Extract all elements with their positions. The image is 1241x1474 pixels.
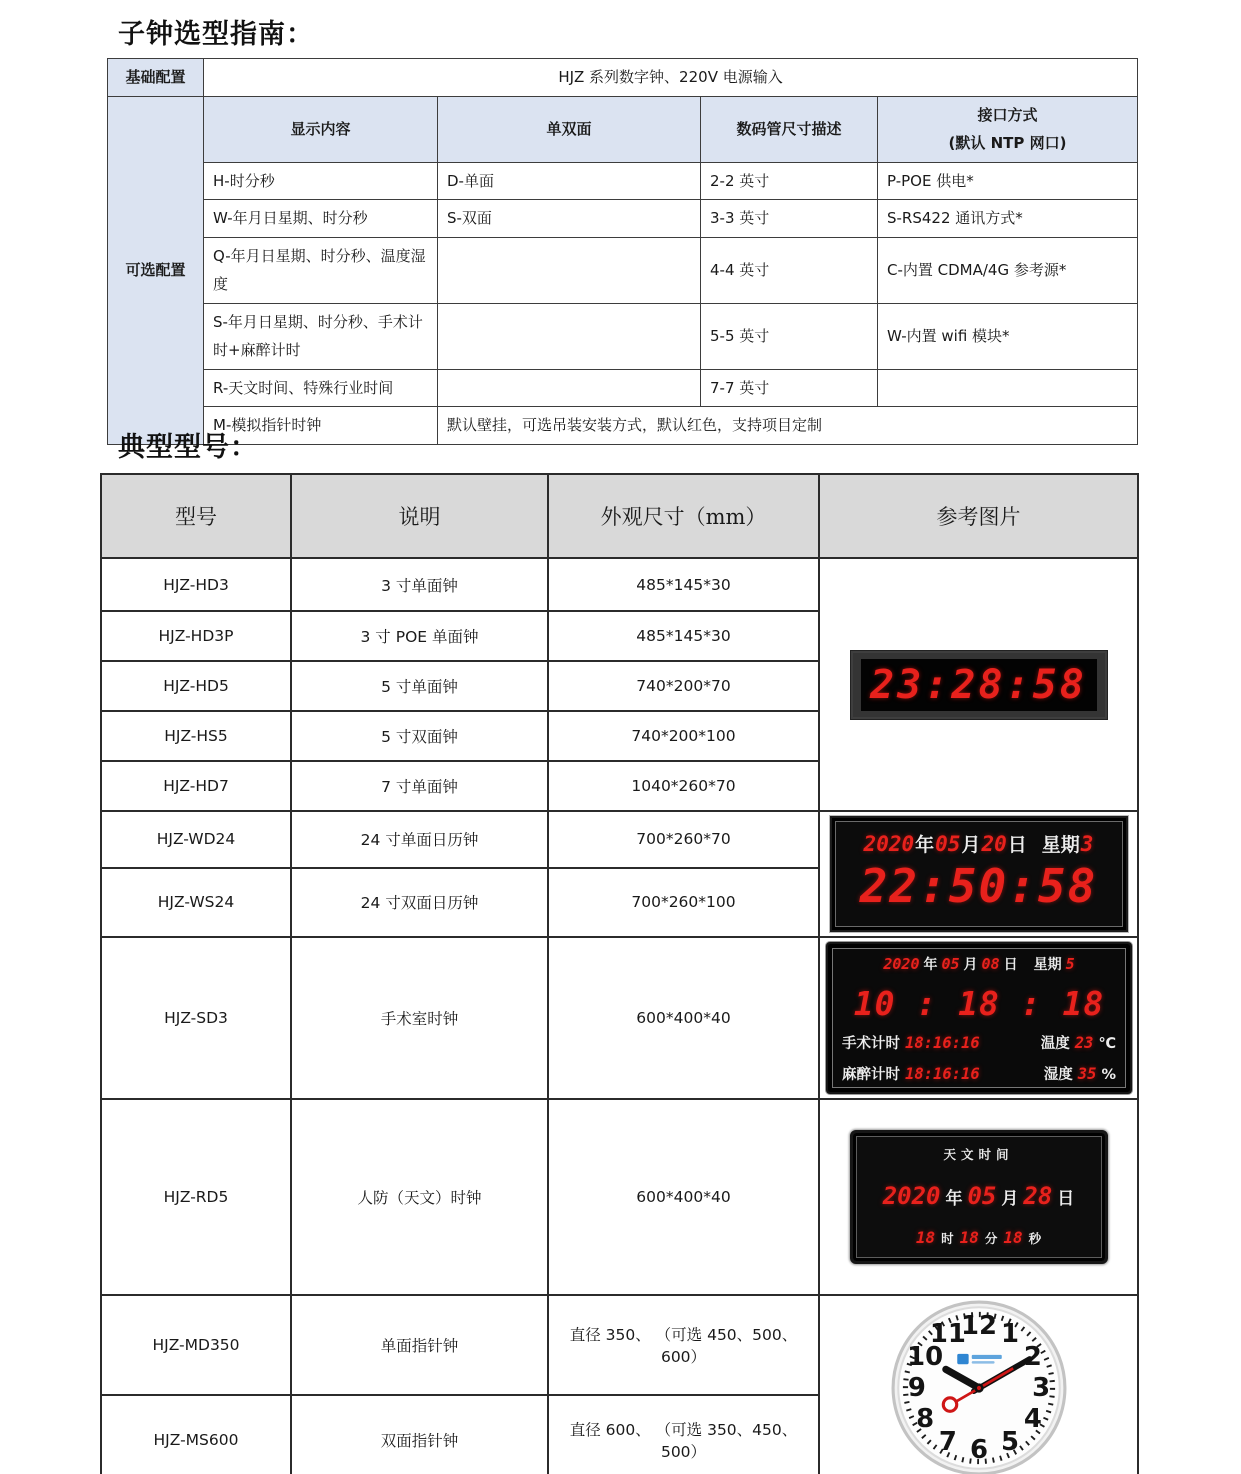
surgery-clock-date (842, 954, 1116, 974)
astro-clock-title: 天文时间 (943, 1147, 1014, 1162)
surgery-time: 10 : 18 : 18 (853, 983, 1105, 1023)
digital-clock-photo (850, 650, 1108, 720)
cell-size: 700*260*70 (548, 811, 819, 868)
cell-model: HJZ-SD3 (101, 937, 291, 1099)
cell-sides (438, 369, 701, 407)
cell-model: HJZ-HD5 (101, 661, 291, 711)
astro-month-unit: 月 (1001, 1188, 1019, 1209)
cell-size: 485*145*30 (548, 611, 819, 661)
option-row (108, 237, 1138, 303)
cell-interface (878, 369, 1138, 407)
calendar-time: 22:50:58 (859, 859, 1098, 913)
anesthesia-timer-row (842, 1063, 1116, 1084)
surgery-timer-value: 18:16:16 (905, 1034, 980, 1053)
calendar-year: 2020 (863, 832, 915, 856)
clock-number: 11 (929, 1319, 966, 1350)
cell-model: HJZ-HS5 (101, 711, 291, 761)
surgery-week-label: 星期 (1033, 957, 1062, 973)
col-header-model: 型号 (101, 474, 291, 558)
option-row (108, 200, 1138, 238)
humidity-unit: % (1101, 1066, 1116, 1083)
model-row (101, 937, 1138, 1099)
cell-size: 直径 350、 （可选 450、500、600） (548, 1295, 819, 1395)
clock-number: 6 (969, 1435, 988, 1466)
base-config-value: HJZ 系列数字钟、220V 电源输入 (204, 59, 1138, 97)
clock-number: 12 (960, 1310, 997, 1341)
typical-models-table (100, 473, 1139, 1474)
interface-header-line1: 接口方式 (977, 105, 1038, 124)
cell-size: 740*200*100 (548, 711, 819, 761)
photo-cell-analog-clock (819, 1295, 1138, 1474)
cell-sides (438, 237, 701, 303)
cell-size: 740*200*70 (548, 661, 819, 711)
surgery-year: 2020 (883, 955, 920, 973)
astro-clock-photo (850, 1130, 1108, 1264)
cell-desc: 7 寸单面钟 (291, 761, 548, 811)
astro-month: 05 (967, 1181, 997, 1210)
surgery-clock-time-row (842, 984, 1116, 1023)
cell-sides (438, 303, 701, 369)
clock-number: 4 (1023, 1404, 1042, 1435)
cell-size: 5-5 英寸 (701, 303, 878, 369)
cell-size: 600*400*40 (548, 1099, 819, 1295)
astro-clock-hms (863, 1228, 1095, 1247)
cell-desc: 双面指针钟 (291, 1395, 548, 1474)
cell-sides: S-双面 (438, 200, 701, 238)
surgery-timer-label: 手术计时 (842, 1036, 900, 1053)
cell-interface: C-内置 CDMA/4G 参考源* (878, 237, 1138, 303)
cell-display: S-年月日星期、时分秒、手术计时+麻醉计时 (204, 303, 438, 369)
digital-clock-screen (861, 659, 1097, 711)
cell-size: 4-4 英寸 (701, 237, 878, 303)
temperature-label: 温度 (1040, 1036, 1070, 1053)
analog-clock-photo (891, 1300, 1067, 1474)
anesthesia-timer-label: 麻醉计时 (842, 1066, 900, 1083)
cell-size: 直径 600、 （可选 350、450、500） (548, 1395, 819, 1474)
astro-year-unit: 年 (945, 1188, 963, 1209)
section-title-selection-guide: 子钟选型指南： (118, 19, 314, 50)
calendar-week-label: 星期 (1041, 834, 1080, 856)
humidity-label: 湿度 (1043, 1066, 1073, 1083)
cell-model: HJZ-HD7 (101, 761, 291, 811)
interface-header-line2: (默认 NTP 网口) (948, 134, 1067, 152)
cell-size: 1040*260*70 (548, 761, 819, 811)
option-row (108, 369, 1138, 407)
cell-display: H-时分秒 (204, 162, 438, 200)
astro-minute-unit: 分 (984, 1231, 998, 1246)
cell-desc: 3 寸 POE 单面钟 (291, 611, 548, 661)
col-header-size: 外观尺寸（mm） (548, 474, 819, 558)
astro-second: 18 (1003, 1228, 1023, 1247)
astro-year: 2020 (882, 1181, 941, 1210)
cell-desc: 5 寸双面钟 (291, 711, 548, 761)
astro-hour-unit: 时 (941, 1231, 954, 1246)
clock-number: 7 (938, 1426, 957, 1457)
cell-size: 600*400*40 (548, 937, 819, 1099)
surgery-day: 08 (981, 955, 1000, 973)
surgery-week: 5 (1065, 955, 1075, 973)
calendar-year-unit: 年 (915, 834, 935, 856)
cell-model: HJZ-MD350 (101, 1295, 291, 1395)
cell-display: R-天文时间、特殊行业时间 (204, 369, 438, 407)
digital-clock-time: 23:28:58 (870, 661, 1087, 708)
surgery-clock-photo (826, 942, 1132, 1094)
model-row (101, 1099, 1138, 1295)
cell-display: Q-年月日星期、时分秒、温度湿度 (204, 237, 438, 303)
temperature-unit: ℃ (1098, 1036, 1116, 1053)
optional-config-label: 可选配置 (108, 96, 204, 444)
surgery-timer-row (842, 1032, 1116, 1053)
col-header-display: 显示内容 (204, 96, 438, 162)
cell-model: HJZ-HD3P (101, 611, 291, 661)
photo-cell-astro-clock (819, 1099, 1138, 1295)
cell-interface: S-RS422 通讯方式* (878, 200, 1138, 238)
analog-clock-face (891, 1300, 1067, 1474)
surgery-day-unit: 日 (1003, 957, 1018, 973)
cell-interface: P-POE 供电* (878, 162, 1138, 200)
base-config-label: 基础配置 (108, 59, 204, 97)
selection-guide-table (107, 58, 1138, 445)
cell-interface: W-内置 wifi 模块* (878, 303, 1138, 369)
option-row (108, 407, 1138, 445)
model-row (101, 1295, 1138, 1395)
cell-desc: 24 寸双面日历钟 (291, 868, 548, 937)
photo-cell-calendar-clock (819, 811, 1138, 937)
surgery-year-unit: 年 (923, 957, 938, 973)
cell-model: HJZ-WS24 (101, 868, 291, 937)
cell-size: 700*260*100 (548, 868, 819, 937)
cell-desc: 5 寸单面钟 (291, 661, 548, 711)
surgery-month: 05 (941, 955, 960, 973)
cell-sides: D-单面 (438, 162, 701, 200)
calendar-month: 05 (935, 832, 961, 856)
calendar-day-unit: 日 (1007, 834, 1027, 856)
cell-model: HJZ-MS600 (101, 1395, 291, 1474)
cell-size: 485*145*30 (548, 558, 819, 611)
col-header-tube-size: 数码管尺寸描述 (701, 96, 878, 162)
astro-hour: 18 (915, 1228, 936, 1247)
calendar-clock-time-row (842, 859, 1116, 913)
surgery-month-unit: 月 (963, 957, 978, 973)
model-row (101, 558, 1138, 611)
col-header-photo: 参考图片 (819, 474, 1138, 558)
cell-model: HJZ-RD5 (101, 1099, 291, 1295)
astro-second-unit: 秒 (1028, 1231, 1042, 1246)
anesthesia-timer-value: 18:16:16 (905, 1064, 980, 1083)
calendar-clock-date (842, 830, 1116, 857)
option-row (108, 303, 1138, 369)
temperature-value: 23 (1074, 1034, 1094, 1053)
cell-size: 7-7 英寸 (701, 369, 878, 407)
cell-display: W-年月日星期、时分秒 (204, 200, 438, 238)
clock-number: 3 (1031, 1373, 1050, 1403)
clock-number: 5 (1000, 1426, 1019, 1457)
col-header-interface (878, 96, 1138, 162)
cell-size: 2-2 英寸 (701, 162, 878, 200)
clock-hub-dot (976, 1386, 980, 1390)
calendar-month-unit: 月 (961, 834, 981, 856)
cell-desc: 3 寸单面钟 (291, 558, 548, 611)
col-header-sides: 单双面 (438, 96, 701, 162)
col-header-desc: 说明 (291, 474, 548, 558)
astro-clock-date (863, 1182, 1095, 1210)
cell-desc: 人防（天文）时钟 (291, 1099, 548, 1295)
cell-display: M-模拟指针时钟 (204, 407, 438, 445)
astro-minute: 18 (959, 1228, 979, 1247)
clock-number: 1 (1000, 1319, 1019, 1350)
clock-number: 8 (915, 1404, 934, 1435)
section-title-typical-models: 典型型号： (118, 432, 258, 463)
cell-model: HJZ-WD24 (101, 811, 291, 868)
photo-cell-digital-clock (819, 558, 1138, 811)
astro-day-unit: 日 (1057, 1188, 1075, 1209)
photo-cell-surgery-clock (819, 937, 1138, 1099)
cell-analog-note: 默认壁挂，可选吊装安装方式，默认红色，支持项目定制 (438, 407, 1138, 445)
model-row (101, 811, 1138, 868)
cell-desc: 单面指针钟 (291, 1295, 548, 1395)
calendar-day: 20 (981, 832, 1007, 856)
cell-model: HJZ-HD3 (101, 558, 291, 611)
cell-desc: 手术室时钟 (291, 937, 548, 1099)
clock-number: 9 (907, 1373, 926, 1403)
option-row (108, 162, 1138, 200)
cell-size: 3-3 英寸 (701, 200, 878, 238)
clock-number: 2 (1023, 1341, 1042, 1372)
calendar-week: 3 (1080, 832, 1094, 856)
calendar-clock-photo (830, 816, 1128, 932)
humidity-value: 35 (1077, 1064, 1097, 1083)
clock-number: 10 (906, 1341, 943, 1372)
cell-desc: 24 寸单面日历钟 (291, 811, 548, 868)
astro-day: 28 (1023, 1181, 1053, 1210)
